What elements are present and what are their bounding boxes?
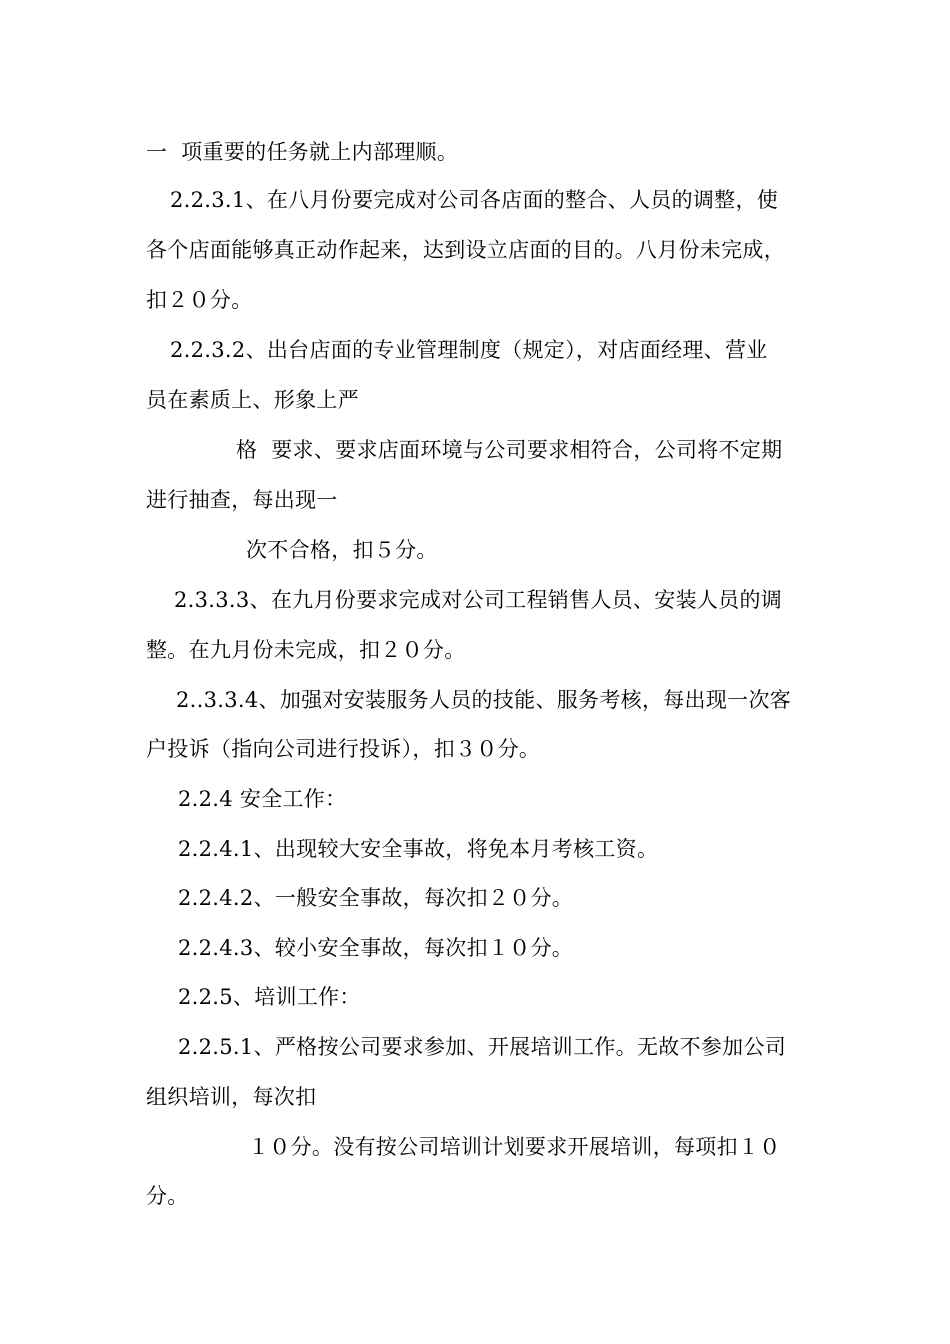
text-line: 2.2.4.3、较小安全事故，每次扣１０分。	[178, 936, 574, 960]
text-line: 各个店面能够真正动作起来，达到设立店面的目的。八月份未完成，	[146, 238, 785, 262]
text-line: １０分。没有按公司培训计划要求开展培训，每项扣１０	[248, 1135, 781, 1159]
text-line: 组织培训，每次扣	[146, 1085, 317, 1109]
text-line: 户投诉（指向公司进行投诉），扣３０分。	[146, 737, 541, 761]
text-line: 2.3.3.3、在九月份要求完成对公司工程销售人员、安装人员的调	[174, 588, 783, 612]
text-line: 2.2.5.1、严格按公司要求参加、开展培训工作。无故不参加公司	[178, 1035, 787, 1059]
text-line: 次不合格，扣５分。	[246, 538, 438, 562]
text-line: 2.2.3.1、在八月份要完成对公司各店面的整合、人员的调整，使	[170, 188, 779, 212]
text-line: 2.2.5、培训工作：	[178, 985, 361, 1009]
text-line: 一 项重要的任务就上内部理顺。	[146, 140, 459, 164]
text-line: 2.2.4 安全工作：	[178, 787, 347, 811]
text-line: 2.2.4.1、出现较大安全事故，将免本月考核工资。	[178, 837, 659, 861]
text-line: 2.2.3.2、出台店面的专业管理制度（规定），对店面经理、营业	[170, 338, 768, 362]
text-line: 2..3.3.4、加强对安装服务人员的技能、服务考核，每出现一次客	[176, 688, 792, 712]
text-line: 员在素质上、形象上严	[146, 388, 359, 412]
text-line: 进行抽查，每出现一	[146, 488, 338, 512]
text-line: 整。在九月份未完成，扣２０分。	[146, 638, 466, 662]
text-line: 扣２０分。	[146, 288, 253, 312]
text-line: 2.2.4.2、一般安全事故，每次扣２０分。	[178, 886, 574, 910]
text-line: 分。	[146, 1184, 189, 1208]
text-line: 格 要求、要求店面环境与公司要求相符合，公司将不定期	[236, 438, 783, 462]
